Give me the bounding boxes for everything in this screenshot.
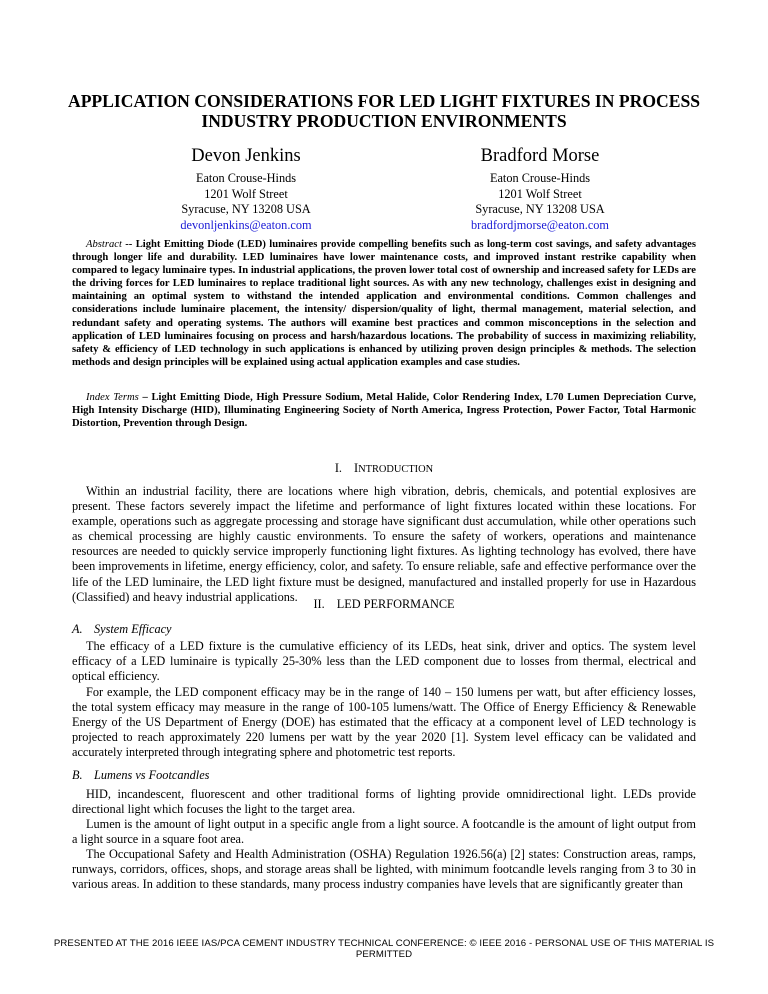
paragraph: The Occupational Safety and Health Administration (OSHA) Regulation 1926.56(a) [2] states: Construction areas, ramps, runways, corridors, offices, shops, and storage areas shall be lighted, with minimum footcandle levels ranging from 3 to 30 in various areas. In addition to these standards, many process industry companies have levels that are significantly greater than [72, 847, 696, 892]
page-footer: PRESENTED AT THE 2016 IEEE IAS/PCA CEMENT INDUSTRY TECHNICAL CONFERENCE: © IEEE 2016 - PERSONAL USE OF THIS MATERIAL IS PERMITTED [53, 938, 715, 960]
section-title-initial: I [354, 461, 359, 475]
author-block-2 [390, 145, 690, 233]
subsection-heading-system-efficacy [72, 622, 696, 637]
subsection-letter: B. [72, 768, 83, 782]
section-heading-introduction [72, 461, 696, 477]
paragraph: Within an industrial facility, there are locations where high vibration, debris, chemicals, and potential explosives are present. These factors severely impact the lifetime and performance of light fixtures located within these locations. For example, operations such as aggregate processing and storage have significant dust accumulation, while other operations such as chemical processing are highly caustic environments. To ensure the safety of workers, operations and maintenance resources are needed to quickly service improperly functioning light fixtures. As lighting technology has evolved, there have been improvements in lifetime, energy efficiency, color, and safety. To ensure reliable, safe and effective performance over the life of the LED luminaire, the LED light fixture must be designed, manufactured and installed properly for use in Hazardous (Classified) and heavy industrial applications. [72, 484, 696, 604]
subsection-letter: A. [72, 622, 83, 636]
index-terms-text: – Light Emitting Diode, High Pressure Sodium, Metal Halide, Color Rendering Index, L70 Lumen Depreciation Curve, High Intensity Discharge (HID), Illuminating Engineering Society of North America, Ingress Protection, Power Factor, Total Harmonic Distortion, Prevention through Design. [72, 392, 696, 430]
paragraph: The efficacy of a LED fixture is the cumulative efficiency of its LEDs, heat sink, driver and optics. The system level efficacy of a LED luminaire is typically 25-30% less than the LED component due to losses from thermal, electrical and optical efficiency. [72, 639, 696, 684]
abstract [72, 238, 696, 369]
section-number: I. [334, 461, 342, 475]
author-street: 1201 Wolf Street [204, 186, 288, 201]
paper-title: APPLICATION CONSIDERATIONS FOR LED LIGHT FIXTURES IN PROCESS INDUSTRY PRODUCTION ENVIRONMENTS [67, 91, 701, 131]
author-org: Eaton Crouse-Hinds [489, 171, 591, 185]
author-email-link[interactable]: bradfordjmorse@eaton.com [470, 217, 609, 232]
index-terms-label: Index Terms [86, 392, 139, 403]
index-terms [72, 391, 696, 430]
section-heading-led-performance [72, 597, 696, 612]
paragraph: Lumen is the amount of light output in a specific angle from a light source. A footcandle is the amount of light output from a light source in a square foot area. [72, 817, 696, 847]
paragraph: For example, the LED component efficacy may be in the range of 140 – 150 lumens per watt, but after efficiency losses, the total system efficacy may measure in the range of 100-105 lumens/watt. The Office of Energy Efficiency & Renewable Energy of the US Department of Energy (DOE) has estimated that the efficacy at a component level of LED technology is projected to reach approximately 220 lumens per watt by the year 2020 [1]. System level efficacy can be validated and accurately interpreted through integrating sphere and photometric test reports. [72, 685, 696, 760]
abstract-text: -- Light Emitting Diode (LED) luminaires provide compelling benefits such as long-term cost savings, and safety advantages through longer life and durability. LED luminaires have lower maintenance costs, and improved instant restrike capability when compared to legacy luminaire types. In industrial applications, the proven lower total cost of ownership and increased safety for LEDs are the driving forces for LED luminaires to replace traditional light sources. As with any new technology, challenges exist in designing and maintaining an optimal system to withstand the intended application and environmental conditions. Common challenges and considerations include luminaire placement, the intensity/ dispersion/quality of light, thermal management, material selection, and redundant safety and operating systems. The authors will examine best practices and common misconceptions in the selection and application of LED luminaires focusing on process and harsh/hazardous locations. The probability of success in maximizing reliability, safety & efficiency of LED technology in such applications is enhanced by utilizing proven design principles & methods. The selection methods and design principles will be explained using actual application examples and case studies. [72, 239, 696, 368]
subsection-title: Lumens vs Footcandles [94, 768, 210, 782]
subsection-title: System Efficacy [94, 622, 172, 636]
paragraph: HID, incandescent, fluorescent and other traditional forms of lighting provide omnidirectional light. LEDs provide directional light which focuses the light to the target area. [72, 787, 696, 817]
section-number: II. [313, 597, 325, 611]
author-email-link[interactable]: devonljenkins@eaton.com [180, 217, 312, 232]
section-title-rest: NTRODUCTION [358, 464, 434, 475]
author-street: 1201 Wolf Street [498, 186, 582, 201]
author-block-1 [96, 145, 396, 233]
author-name: Bradford Morse [480, 146, 600, 166]
abstract-label: Abstract [86, 239, 122, 250]
author-city: Syracuse, NY 13208 USA [475, 202, 605, 216]
author-org: Eaton Crouse-Hinds [195, 171, 297, 185]
subsection-heading-lumens-vs-footcandles [72, 768, 696, 783]
author-city: Syracuse, NY 13208 USA [181, 202, 311, 216]
author-name: Devon Jenkins [191, 146, 301, 166]
section-title: LED PERFORMANCE [336, 597, 455, 611]
